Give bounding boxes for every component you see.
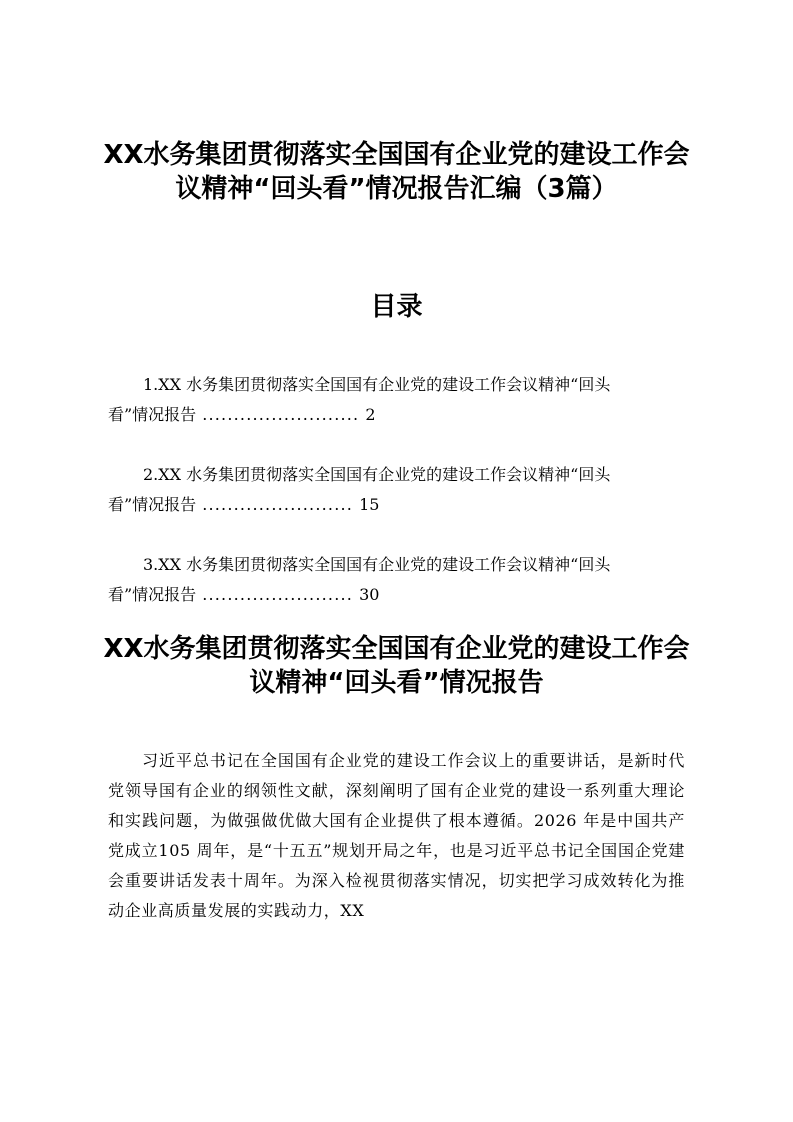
toc-entry-title: 3.XX 水务集团贯彻落实全国国有企业党的建设工作会议精神“回头 — [143, 555, 611, 574]
table-of-contents — [108, 370, 685, 640]
toc-entry[interactable] — [108, 370, 685, 430]
toc-page-number: 30 — [359, 585, 380, 604]
toc-entry-title-end: 看”情况报告 — [108, 585, 197, 604]
document-title: XX水务集团贯彻落实全国国有企业党的建设工作会议精神“回头看”情况报告汇编（3篇） — [103, 140, 690, 204]
toc-leader-dots: ........................ — [202, 495, 354, 514]
toc-entry-continuation — [108, 400, 685, 430]
toc-heading: 目录 — [370, 292, 423, 322]
report-title: XX水务集团贯彻落实全国国有企业党的建设工作会议精神“回头看”情况报告 — [103, 634, 690, 698]
toc-entry[interactable] — [108, 460, 685, 520]
toc-entry[interactable] — [108, 550, 685, 610]
toc-leader-dots: ......................... — [202, 405, 360, 424]
toc-entry-title: 1.XX 水务集团贯彻落实全国国有企业党的建设工作会议精神“回头 — [143, 375, 611, 394]
body-paragraph: 习近平总书记在全国国有企业党的建设工作会议上的重要讲话，是新时代党领导国有企业的纲领性文献，深刻阐明了国有企业党的建设一系列重大理论和实践问题，为做强做优做大国有企业提供了根本遵循。2026 年是中国共产党成立105 周年，是“十五五”规划开局之年，也是习近平总书记全国国企党建会重要讲话发表十周年。为深入检视贯彻落实情况，切实把学习成效转化为推动企业高质量发展的实践动力，XX — [108, 751, 685, 920]
toc-page-number: 2 — [365, 405, 376, 424]
toc-entry-continuation — [108, 580, 685, 610]
toc-entry-title-end: 看”情况报告 — [108, 405, 197, 424]
toc-entry-continuation — [108, 490, 685, 520]
toc-entry-title: 2.XX 水务集团贯彻落实全国国有企业党的建设工作会议精神“回头 — [143, 465, 611, 484]
toc-entry-title-end: 看”情况报告 — [108, 495, 197, 514]
toc-page-number: 15 — [359, 495, 380, 514]
toc-leader-dots: ........................ — [202, 585, 354, 604]
